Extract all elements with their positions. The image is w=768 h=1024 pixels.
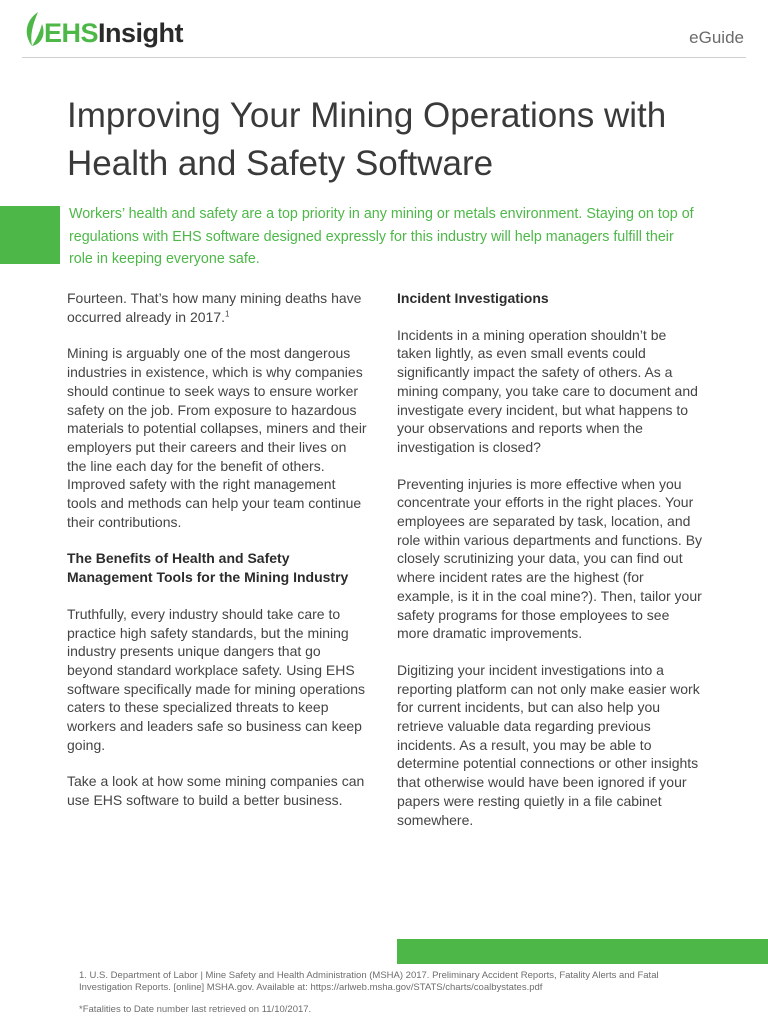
incident-investigations-heading: Incident Investigations bbox=[397, 290, 549, 306]
left-paragraph-1 bbox=[67, 289, 367, 326]
fatalities-note: *Fatalities to Date number last retrieved on 11/10/2017. bbox=[79, 1004, 312, 1015]
right-paragraph-3: Digitizing your incident investigations into a reporting platform can not only make easier work for current incidents, but can also help you retrieve valuable data regarding previous incidents. As a result, you may be able to determine potential connections or other insights that otherwise would have been ignored if your papers were resting quietly in a file cabinet somewhere. bbox=[397, 661, 700, 828]
header-divider bbox=[22, 57, 746, 58]
footer-accent-bar bbox=[397, 939, 768, 964]
logo-wordmark: EHSInsight bbox=[44, 18, 184, 48]
document-type-label: eGuide bbox=[689, 28, 744, 47]
right-paragraph-1: Incidents in a mining operation shouldn’t be taken lightly, as even small events could significantly impact the safety of others. As a mining company, you take care to document and investigate every incident, but what happens to your observations and reports when the investigation is closed? bbox=[397, 326, 698, 455]
left-paragraph-1-text: Fourteen. That’s how many mining deaths have occurred already in 2017. bbox=[67, 290, 362, 325]
footnote-ref: 1 bbox=[225, 309, 230, 319]
footnote: 1. U.S. Department of Labor | Mine Safety and Health Administration (MSHA) 2017. Preliminary Accident Reports, Fatality Alerts and Fatal Investigation Reports. [online] MSHA.gov. Available at: https://arlweb.msha.gov/STATS/charts/coalbystates.pdf bbox=[79, 970, 659, 993]
ehs-insight-logo bbox=[22, 10, 182, 56]
right-paragraph-2: Preventing injuries is more effective when you concentrate your efforts in the right places. Your employees are separated by task, location, and role within various departments and functions. By closely scrutinizing your data, you can find out where incident rates are the highest (for example, is it in the coal mine?). Then, tailor your safety programs for those employees to see more dramatic improvements. bbox=[397, 475, 703, 642]
left-paragraph-3: Truthfully, every industry should take care to practice high safety standards, but the mining industry presents unique dangers that go beyond standard workplace safety. Using EHS software specifically made for mining operations caters to these specialized threats to keep workers and leaders safe so business can keep going. bbox=[67, 605, 366, 753]
right-column bbox=[397, 289, 703, 847]
left-paragraph-4: Take a look at how some mining companies can use EHS software to build a better business. bbox=[67, 773, 365, 809]
left-paragraph-2: Mining is arguably one of the most dangerous industries in existence, which is why companies should continue to seek ways to ensure worker safety on the job. From exposure to hazardous materials to potential collapses, miners and their employers put their careers and their lives on the line each day for the benefit of others. Improved safety with the right management tools and methods can help your team continue their contributions. bbox=[67, 345, 367, 530]
intro-paragraph: Workers’ health and safety are a top priority in any mining or metals environment. Staying on top of regulations with EHS software designed expressly for this industry will help managers fulfill their role in keeping everyone safe. bbox=[69, 206, 694, 267]
benefits-heading: The Benefits of Health and Safety Management Tools for the Mining Industry bbox=[67, 550, 349, 586]
left-column bbox=[67, 289, 367, 828]
intro-accent-block bbox=[0, 206, 60, 264]
page-title: Improving Your Mining Operations with Health and Safety Software bbox=[67, 96, 667, 183]
